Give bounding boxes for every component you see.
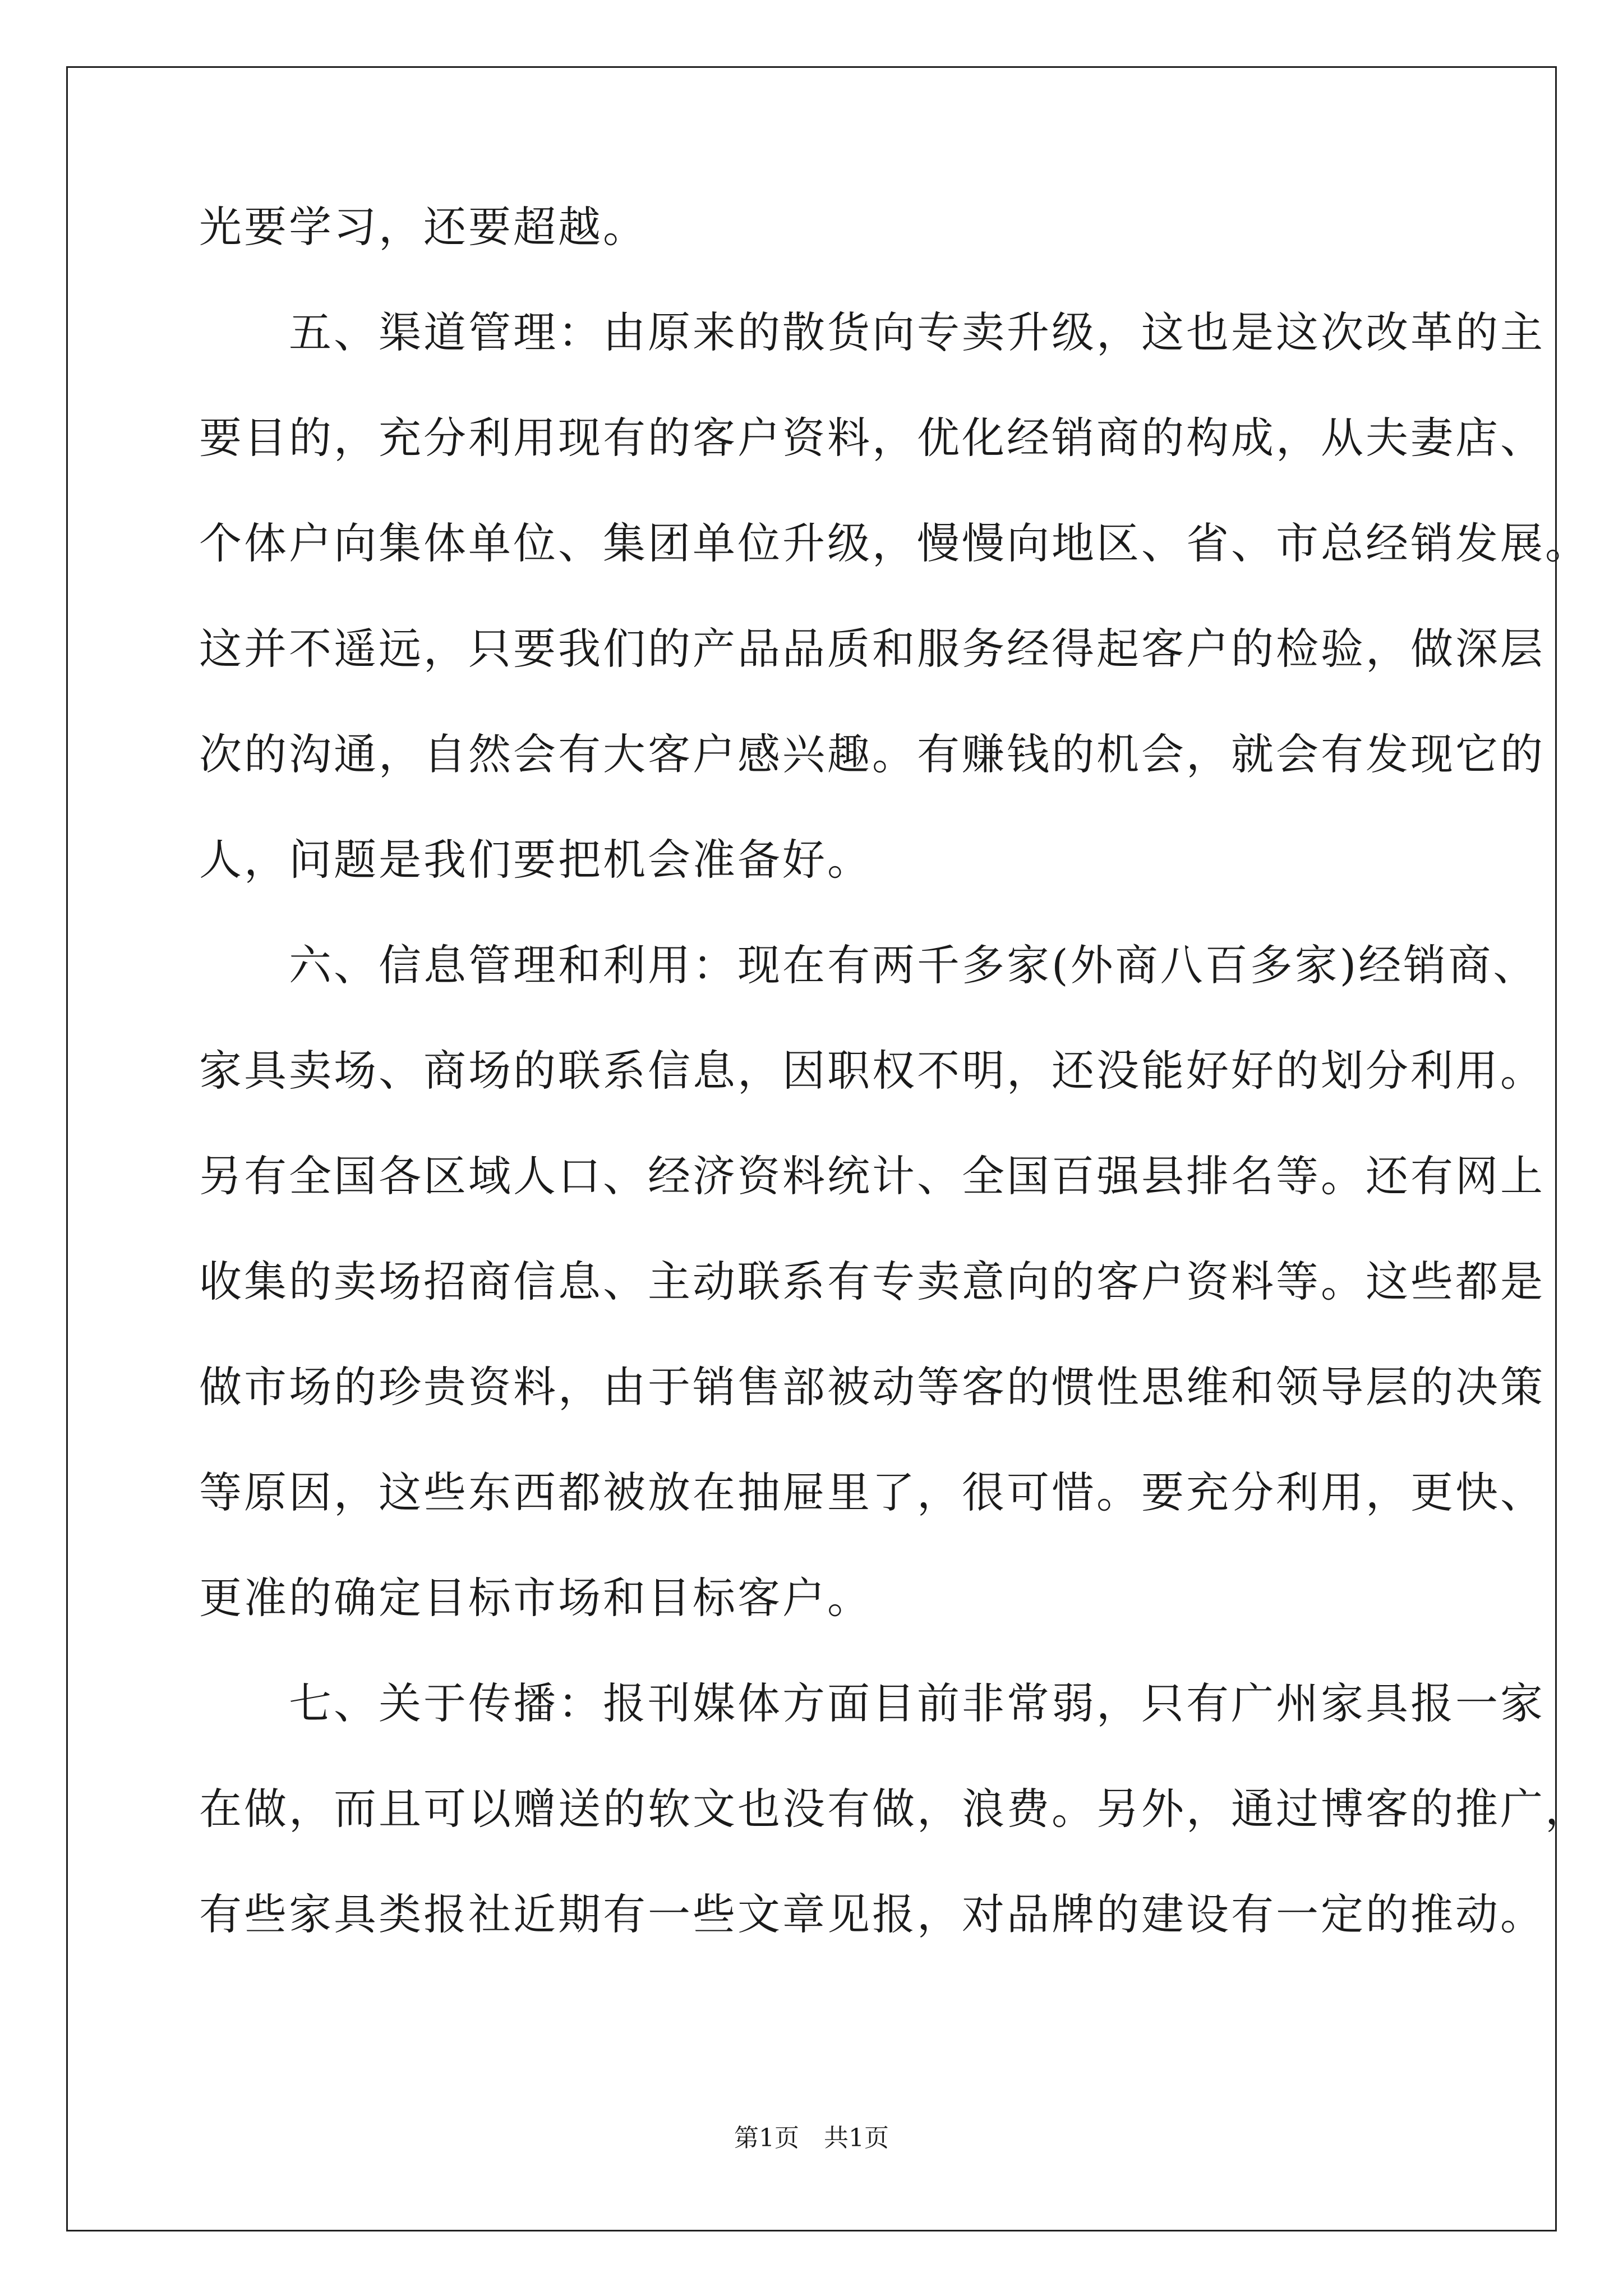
text-line: 七、关于传播：报刊媒体方面目前非常弱，只有广州家具报一家 <box>199 1678 1545 1728</box>
text-line: 家具卖场、商场的联系信息，因职权不明，还没能好好的划分利用。 <box>199 1046 1545 1096</box>
text-line: 个体户向集体单位、集团单位升级，慢慢向地区、省、市总经销发展。 <box>199 518 1590 568</box>
text-line: 有些家具类报社近期有一些文章见报，对品牌的建设有一定的推动。 <box>199 1889 1545 1939</box>
text-line: 做市场的珍贵资料，由于销售部被动等客的惯性思维和领导层的决策 <box>199 1362 1545 1412</box>
text-line: 收集的卖场招商信息、主动联系有专卖意向的客户资料等。这些都是 <box>199 1257 1545 1306</box>
text-line: 人，问题是我们要把机会准备好。 <box>199 835 872 885</box>
page-number-footer: 第1页 共1页 <box>734 2124 889 2152</box>
text-line: 另有全国各区域人口、经济资料统计、全国百强县排名等。还有网上 <box>199 1151 1545 1201</box>
text-line: 这并不遥远，只要我们的产品品质和服务经得起客户的检验，做深层 <box>199 624 1545 674</box>
text-line: 等原因，这些东西都被放在抽屉里了，很可惜。要充分利用，更快、 <box>199 1467 1545 1517</box>
text-line: 在做，而且可以赠送的软文也没有做，浪费。另外，通过博客的推广， <box>199 1784 1590 1834</box>
text-line: 光要学习，还要超越。 <box>199 202 648 252</box>
text-line: 六、信息管理和利用：现在有两千多家(外商八百多家)经销商、 <box>199 940 1538 990</box>
text-line: 五、渠道管理：由原来的散货向专卖升级，这也是这次改革的主 <box>199 307 1545 357</box>
text-line: 要目的，充分利用现有的客户资料，优化经销商的构成，从夫妻店、 <box>199 413 1545 463</box>
text-line: 次的沟通，自然会有大客户感兴趣。有赚钱的机会，就会有发现它的 <box>199 729 1545 779</box>
document-body <box>199 199 1590 1992</box>
text-line: 更准的确定目标市场和目标客户。 <box>199 1573 872 1623</box>
